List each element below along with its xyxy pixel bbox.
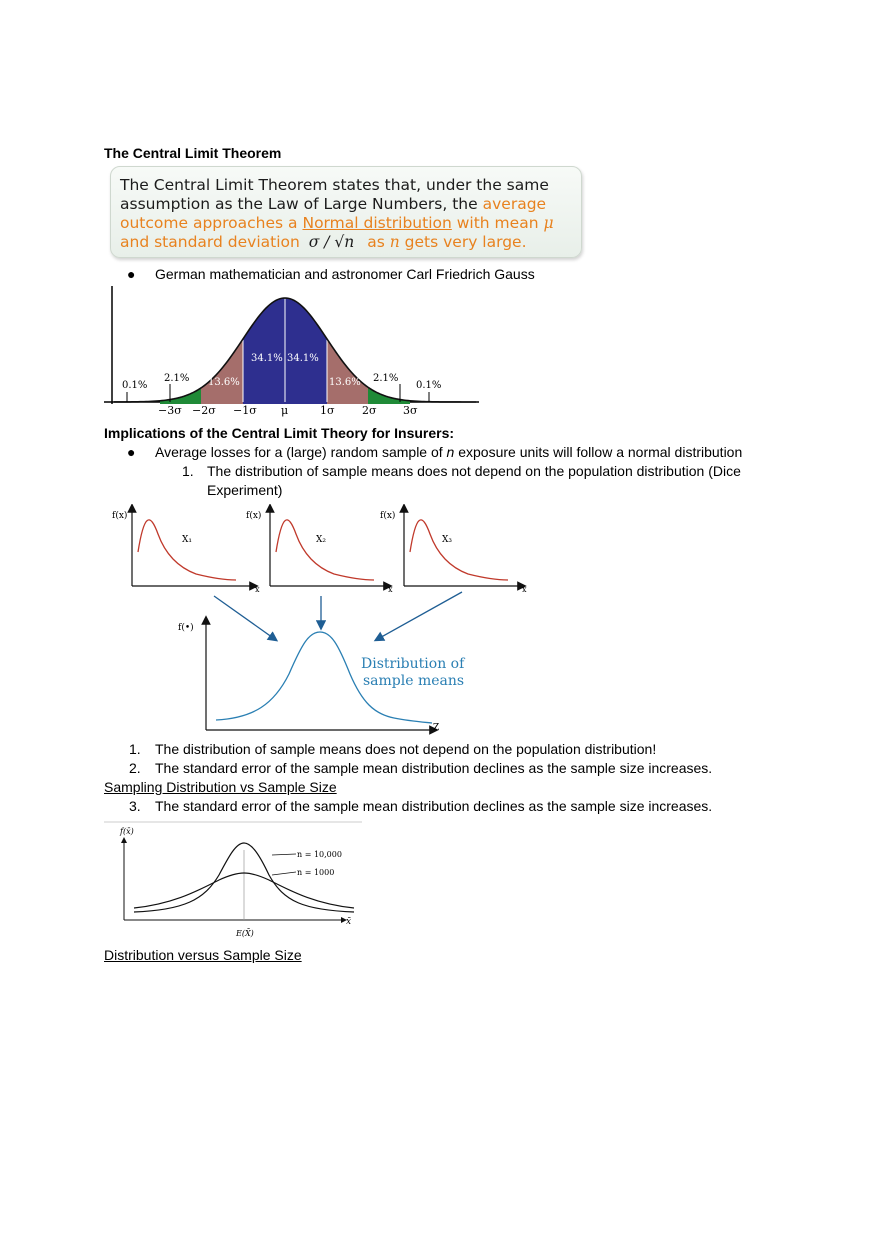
sample-size-chart xyxy=(104,820,366,942)
pct-label: 34.1% xyxy=(251,353,283,364)
y-axis-label: f(x̄) xyxy=(120,827,134,836)
implications-heading: Implications of the Central Limit Theory for Insurers: xyxy=(104,425,455,441)
sub-item-line-2: Experiment) xyxy=(207,482,283,498)
fx-label: f(x) xyxy=(380,511,396,521)
sampling-distribution-link[interactable]: Sampling Distribution vs Sample Size xyxy=(104,779,337,795)
list-number: 3. xyxy=(129,798,141,814)
var-label: X₃ xyxy=(442,535,453,545)
var-label: X₁ xyxy=(182,535,193,545)
x-axis-label: x xyxy=(255,585,260,594)
pct-label: 2.1% xyxy=(164,373,190,384)
tick-label: −1σ xyxy=(233,404,257,417)
x-axis-label: x̄ xyxy=(346,917,352,927)
pct-label: 13.6% xyxy=(208,377,240,388)
list-number: 1. xyxy=(129,741,141,757)
pct-label: 0.1% xyxy=(416,380,442,391)
distribution-label-1: Distribution of xyxy=(361,656,465,672)
pct-label: 0.1% xyxy=(122,380,148,391)
x-axis-label: x xyxy=(522,585,527,594)
callout-line-4: and standard deviation σ / √n as n gets very large. xyxy=(120,233,527,251)
tick-label: 2σ xyxy=(362,404,377,417)
bullet-dot: ● xyxy=(127,444,136,460)
distribution-sample-size-link[interactable]: Distribution versus Sample Size xyxy=(104,947,302,963)
fx-label: f(x) xyxy=(112,511,128,521)
sub-item-line-1: The distribution of sample means does not depend on the population distribution (Dice xyxy=(207,463,741,479)
pct-label: 13.6% xyxy=(329,377,361,388)
f-dot-label: f(•) xyxy=(178,623,194,633)
x-axis-label: x xyxy=(388,585,393,594)
var-label: X₂ xyxy=(316,535,327,545)
list-item: The distribution of sample means does not depend on the population distribution! xyxy=(155,741,657,757)
bullet-gauss: German mathematician and astronomer Carl Friedrich Gauss xyxy=(155,266,535,282)
tick-label: −2σ xyxy=(192,404,216,417)
tick-label: 3σ xyxy=(403,404,418,417)
sample-means-diagram xyxy=(104,504,534,740)
tick-label: −3σ xyxy=(158,404,182,417)
pct-label: 34.1% xyxy=(287,353,319,364)
list-item: The standard error of the sample mean distribution declines as the sample size increases. xyxy=(155,760,713,776)
tick-label: 1σ xyxy=(320,404,335,417)
tick-label: μ xyxy=(281,404,289,417)
page-title: The Central Limit Theorem xyxy=(104,145,282,161)
callout-line-3: outcome approaches a Normal distribution with mean μ xyxy=(120,214,554,232)
normal-distribution-link[interactable]: Normal distribution xyxy=(302,214,452,232)
callout-line-1: The Central Limit Theorem states that, under the same xyxy=(120,176,549,194)
series-label-10000: n = 10,000 xyxy=(297,850,342,859)
bullet-dot: ● xyxy=(127,266,136,282)
pct-label: 2.1% xyxy=(373,373,399,384)
callout-line-2: assumption as the Law of Large Numbers, the average xyxy=(120,195,547,213)
list-number: 2. xyxy=(129,760,141,776)
fx-label: f(x) xyxy=(246,511,262,521)
distribution-label-2: sample means xyxy=(363,673,465,689)
expected-value-label: E(X̄) xyxy=(236,929,254,938)
clt-definition-box xyxy=(110,166,582,258)
series-label-1000: n = 1000 xyxy=(297,868,335,877)
list-item: The standard error of the sample mean distribution declines as the sample size increases. xyxy=(155,798,713,814)
z-axis-label: Z xyxy=(433,723,440,733)
list-number: 1. xyxy=(182,463,194,479)
normal-curve-figure xyxy=(104,286,484,418)
bullet-average-losses: Average losses for a (large) random sample of n exposure units will follow a normal distribution xyxy=(155,444,743,460)
